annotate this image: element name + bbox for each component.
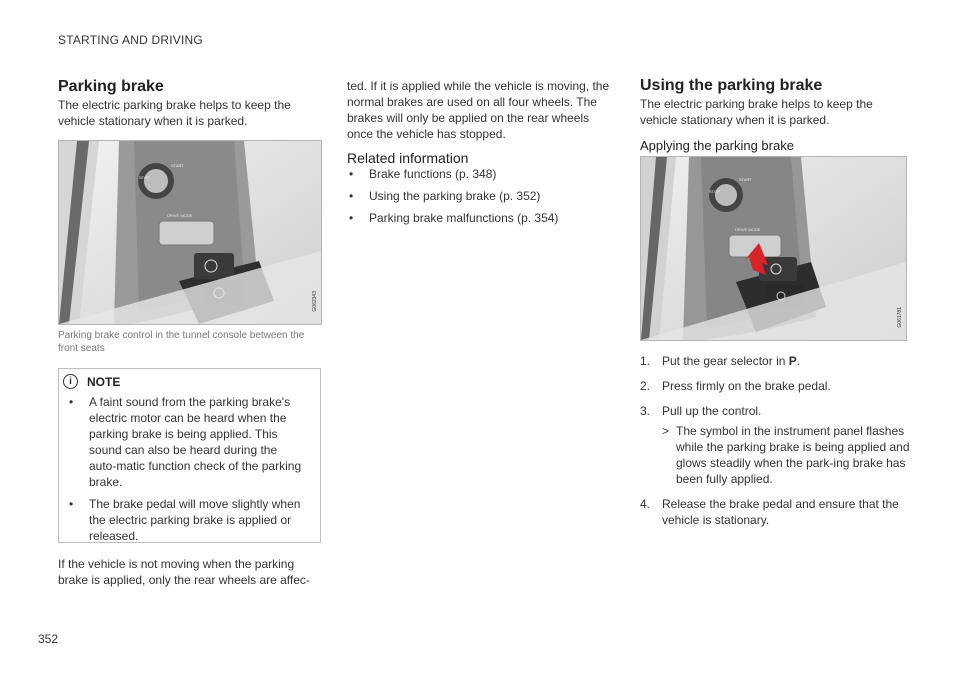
step-number: 3.	[640, 404, 651, 418]
label-start: START	[739, 177, 752, 182]
label-stop: STOP	[709, 189, 720, 194]
step-item	[640, 496, 910, 528]
note-item: • The brake pedal will move slightly when the electric parking brake is applied or released.	[67, 496, 303, 544]
label-drive-mode: DRIVE MODE	[735, 227, 761, 232]
body-text-continued: ted. If it is applied while the vehicle is moving, the normal brakes are used on all four wheels. The brakes will only be applied on the rear wheels once the vehicle has stopped.	[347, 79, 610, 141]
result-text: The symbol in the instrument panel flashes while the parking brake is being applied and glows steadily when the park-ing brake has been fully applied.	[676, 424, 910, 486]
step-item	[640, 353, 910, 369]
step-number: 2.	[640, 379, 651, 393]
step-item	[640, 378, 910, 394]
note-list	[67, 394, 303, 550]
page-number: 352	[38, 632, 59, 646]
section-title-using-parking-brake: Using the parking brake	[640, 77, 823, 94]
step-number: 4.	[640, 497, 651, 511]
info-circle-icon: i	[63, 374, 78, 389]
related-link-brake-functions[interactable]: • Brake functions (p. 348)	[347, 166, 612, 182]
note-box	[58, 368, 321, 543]
running-header: STARTING AND DRIVING	[58, 33, 203, 47]
note-item: • A faint sound from the parking brake's electric motor can be heard when the parking brake is being applied. This sound can also be heard during the auto-matic function check of the parking brake.	[67, 394, 303, 490]
figure-code: G061781	[897, 307, 903, 328]
step-number: 1.	[640, 354, 651, 368]
right-intro-text: The electric parking brake helps to keep the vehicle stationary when it is parked.	[640, 97, 873, 127]
result-marker: >	[662, 424, 670, 438]
step-end: .	[796, 354, 801, 368]
step-text: Release the brake pedal and ensure that the vehicle is stationary.	[662, 497, 899, 527]
step-text: Press firmly on the brake pedal.	[662, 379, 831, 393]
label-drive-mode: DRIVE MODE	[167, 213, 193, 218]
figure-console-left	[58, 140, 322, 325]
step-text: Put the gear selector in	[662, 354, 789, 368]
related-link-using-parking-brake[interactable]: • Using the parking brake (p. 352)	[347, 188, 612, 204]
label-start: START	[171, 163, 184, 168]
intro-text: The electric parking brake helps to keep the vehicle stationary when it is parked.	[58, 98, 291, 128]
note-rule	[58, 368, 321, 369]
note-heading: NOTE	[87, 375, 121, 389]
figure-caption: Parking brake control in the tunnel console between the front seats	[58, 330, 305, 354]
related-info-list	[347, 166, 612, 232]
section-title-parking-brake: Parking brake	[58, 78, 164, 95]
body-text-start: If the vehicle is not moving when the parking brake is applied, only the rear wheels are affec-	[58, 557, 310, 587]
steps-list	[640, 353, 910, 537]
step-item	[640, 403, 910, 487]
label-stop: STOP	[139, 175, 150, 180]
subheading-applying: Applying the parking brake	[640, 138, 794, 153]
step-bold: P	[788, 354, 797, 368]
figure-console-right	[640, 156, 907, 341]
step-text: Pull up the control.	[662, 404, 762, 418]
step-result	[662, 423, 910, 487]
related-info-heading: Related information	[347, 150, 469, 166]
figure-code: G062343	[312, 291, 318, 312]
related-link-parking-brake-malfunctions[interactable]: • Parking brake malfunctions (p. 354)	[347, 210, 612, 226]
